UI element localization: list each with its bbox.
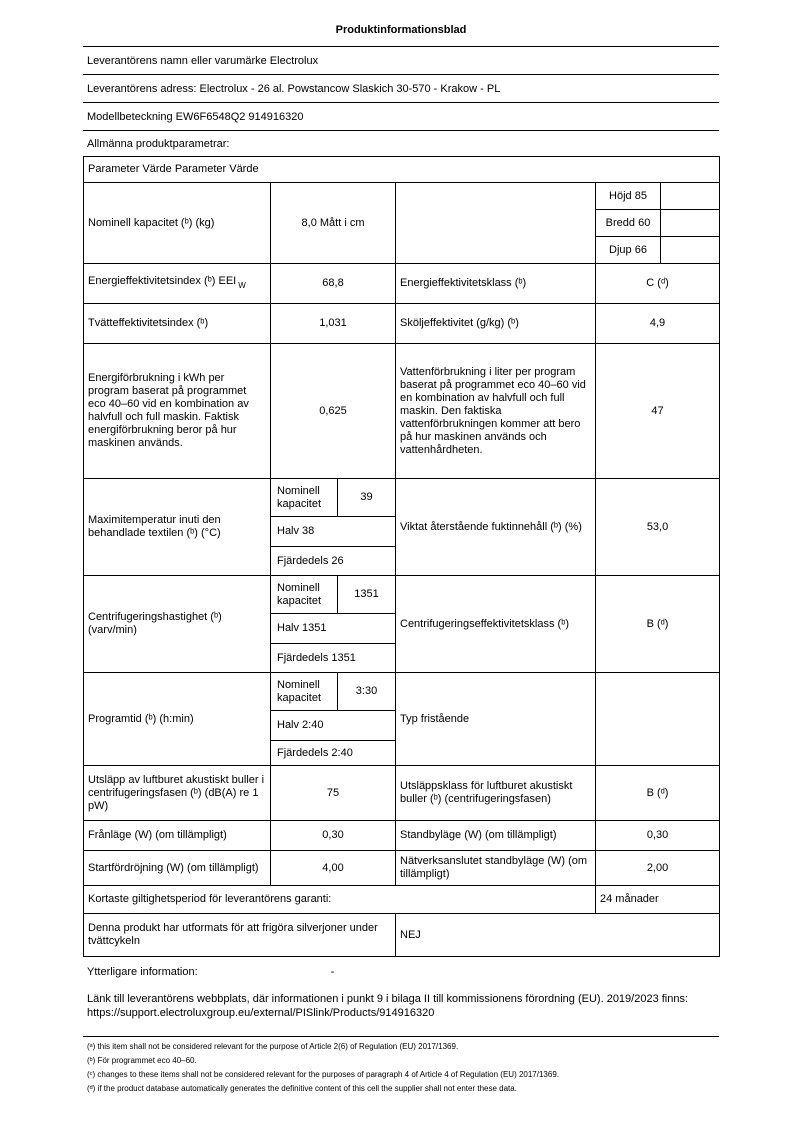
dimension-depth-cell: Djup 66 bbox=[596, 237, 661, 264]
energy-class-value: C (ᵈ) bbox=[596, 264, 720, 304]
spin-speed-nominal-label: Nominell kapacitet bbox=[271, 576, 338, 614]
noise-value: 75 bbox=[271, 766, 396, 821]
max-temperature-half-cell: Halv 38 bbox=[271, 517, 396, 547]
max-temperature-quarter-cell: Fjärdedels 26 bbox=[271, 547, 396, 576]
residual-moisture-value: 53,0 bbox=[596, 479, 720, 576]
warranty-value: 24 månader bbox=[596, 886, 720, 914]
residual-moisture-label: Viktat återstående fuktinnehåll (ᵇ) (%) bbox=[396, 479, 596, 576]
table-row bbox=[84, 886, 720, 914]
spin-class-label: Centrifugeringseffektivitetsklass (ᵇ) bbox=[396, 576, 596, 673]
type-empty-cell bbox=[596, 673, 720, 766]
footnote-c: (ᶜ) changes to these items shall not be considered relevant for the purposes of paragraph 4 of Article 4 of Regulation (EU) 2017/1369. bbox=[87, 1070, 559, 1079]
spin-speed-label: Centrifugeringshastighet (ᵇ) (varv/min) bbox=[84, 576, 271, 673]
table-row bbox=[84, 766, 720, 821]
general-parameters-heading: Allmänna produktparametrar: bbox=[87, 137, 230, 150]
program-duration-nominal-value: 3:30 bbox=[338, 673, 396, 711]
silver-ions-label: Denna produkt har utformats för att frigöra silverjoner under tvättcykeln bbox=[84, 914, 396, 957]
spin-speed-nominal-value: 1351 bbox=[338, 576, 396, 614]
program-duration-half-cell: Halv 2:40 bbox=[271, 711, 396, 741]
max-temperature-nominal-label: Nominell kapacitet bbox=[271, 479, 338, 517]
table-row bbox=[84, 673, 720, 711]
off-mode-value: 0,30 bbox=[271, 821, 396, 851]
model-designation-row: Modellbeteckning EW6F6548Q2 914916320 bbox=[83, 103, 719, 131]
supplier-name-row: Leverantörens namn eller varumärke Electrolux bbox=[83, 47, 719, 75]
supplier-address-row: Leverantörens adress: Electrolux - 26 al. Powstancow Slaskich 30-570 - Krakow - PL bbox=[83, 75, 719, 103]
off-mode-label: Frånläge (W) (om tillämpligt) bbox=[84, 821, 271, 851]
dimension-height-cell: Höjd 85 bbox=[596, 183, 661, 210]
additional-info-label: Ytterligare information: bbox=[87, 966, 198, 978]
silver-ions-value: NEJ bbox=[396, 914, 720, 957]
warranty-label: Kortaste giltighetsperiod för leverantörens garanti: bbox=[84, 886, 596, 914]
footnote-b: (ᵇ) För programmet eco 40–60. bbox=[87, 1056, 197, 1065]
standby-label: Standbyläge (W) (om tillämpligt) bbox=[396, 821, 596, 851]
water-consumption-label: Vattenförbrukning i liter per program baserat på programmet eco 40–60 vid en kombination av halvfull och full maskin. Den faktiska vattenförbrukningen kommer att bero på hur maskinen används och vattenhårdheten. bbox=[396, 344, 596, 479]
type-label: Typ fristående bbox=[396, 673, 596, 766]
nominal-capacity-value: 8,0 Mått i cm bbox=[271, 183, 396, 264]
table-row bbox=[84, 157, 720, 183]
water-consumption-value: 47 bbox=[596, 344, 720, 479]
supplier-link-url[interactable]: https://support.electroluxgroup.eu/external/PISlink/Products/914916320 bbox=[87, 1007, 435, 1019]
nominal-capacity-label: Nominell kapacitet (ᵇ) (kg) bbox=[84, 183, 271, 264]
dimension-height-empty-cell bbox=[661, 183, 720, 210]
footnotes-section bbox=[83, 1036, 719, 1093]
program-duration-label: Programtid (ᵇ) (h:min) bbox=[84, 673, 271, 766]
table-row bbox=[84, 821, 720, 851]
networked-standby-value: 2,00 bbox=[596, 851, 720, 886]
noise-label: Utsläpp av luftburet akustiskt buller i centrifugeringsfasen (ᵇ) (dB(A) re 1 pW) bbox=[84, 766, 271, 821]
wash-index-label: Tvätteffektivitetsindex (ᵇ) bbox=[84, 304, 271, 344]
table-row bbox=[84, 183, 720, 210]
dimension-width-cell: Bredd 60 bbox=[596, 210, 661, 237]
spin-speed-quarter-cell: Fjärdedels 1351 bbox=[271, 644, 396, 673]
networked-standby-label: Nätverksanslutet standbyläge (W) (om tillämpligt) bbox=[396, 851, 596, 886]
program-duration-nominal-label: Nominell kapacitet bbox=[271, 673, 338, 711]
energy-consumption-label: Energiförbrukning i kWh per program baserat på programmet eco 40–60 vid en kombination av halvfull och full maskin. Faktisk energiförbrukning beror på hur maskinen används. bbox=[84, 344, 271, 479]
dimension-depth-empty-cell bbox=[661, 237, 720, 264]
additional-info-value: - bbox=[330, 966, 335, 978]
max-temperature-label: Maximitemperatur inuti den behandlade textilen (ᵇ) (°C) bbox=[84, 479, 271, 576]
spin-class-value: B (ᵈ) bbox=[596, 576, 720, 673]
max-temperature-nominal-value: 39 bbox=[338, 479, 396, 517]
footnote-a: (ᵃ) this item shall not be considered relevant for the purpose of Article 2(6) of Regulation (EU) 2017/1369. bbox=[87, 1042, 459, 1051]
dimension-width-empty-cell bbox=[661, 210, 720, 237]
eei-label-text: Energieffektivitetsindex (ᵇ) EEI bbox=[88, 275, 237, 288]
energy-class-label: Energieffektivitetsklass (ᵇ) bbox=[396, 264, 596, 304]
rinse-effectiveness-value: 4,9 bbox=[596, 304, 720, 344]
delay-start-value: 4,00 bbox=[271, 851, 396, 886]
program-duration-quarter-cell: Fjärdedels 2:40 bbox=[271, 741, 396, 766]
additional-info-row bbox=[83, 966, 719, 978]
eei-w-subscript: W bbox=[238, 280, 246, 290]
table-row bbox=[84, 914, 720, 957]
eei-label bbox=[84, 264, 271, 304]
energy-consumption-value: 0,625 bbox=[271, 344, 396, 479]
standby-value: 0,30 bbox=[596, 821, 720, 851]
rinse-effectiveness-label: Sköljeffektivitet (g/kg) (ᵇ) bbox=[396, 304, 596, 344]
supplier-header-block bbox=[83, 46, 719, 131]
dimensions-spacer-cell bbox=[396, 183, 596, 264]
table-row bbox=[84, 264, 720, 304]
supplier-link-block bbox=[83, 992, 719, 1020]
table-row bbox=[84, 304, 720, 344]
noise-class-label: Utsläppsklass för luftburet akustiskt buller (ᵇ) (centrifugeringsfasen) bbox=[396, 766, 596, 821]
table-row bbox=[84, 851, 720, 886]
footnote-d: (ᵈ) if the product database automatically generates the definitive content of this cell the supplier shall not enter these data. bbox=[87, 1084, 517, 1093]
parameters-table bbox=[83, 156, 720, 957]
document-title: Produktinformationsblad bbox=[335, 24, 467, 36]
column-header-cell: Parameter Värde Parameter Värde bbox=[84, 157, 720, 183]
spin-speed-half-cell: Halv 1351 bbox=[271, 614, 396, 644]
table-row bbox=[84, 576, 720, 614]
wash-index-value: 1,031 bbox=[271, 304, 396, 344]
supplier-link-text: Länk till leverantörens webbplats, där informationen i punkt 9 i bilaga II till kommissionens förordning (EU). 2019/2023 finns: bbox=[87, 993, 689, 1005]
eei-value: 68,8 bbox=[271, 264, 396, 304]
noise-class-value: B (ᵈ) bbox=[596, 766, 720, 821]
table-row bbox=[84, 479, 720, 517]
table-row bbox=[84, 344, 720, 479]
delay-start-label: Startfördröjning (W) (om tillämpligt) bbox=[84, 851, 271, 886]
